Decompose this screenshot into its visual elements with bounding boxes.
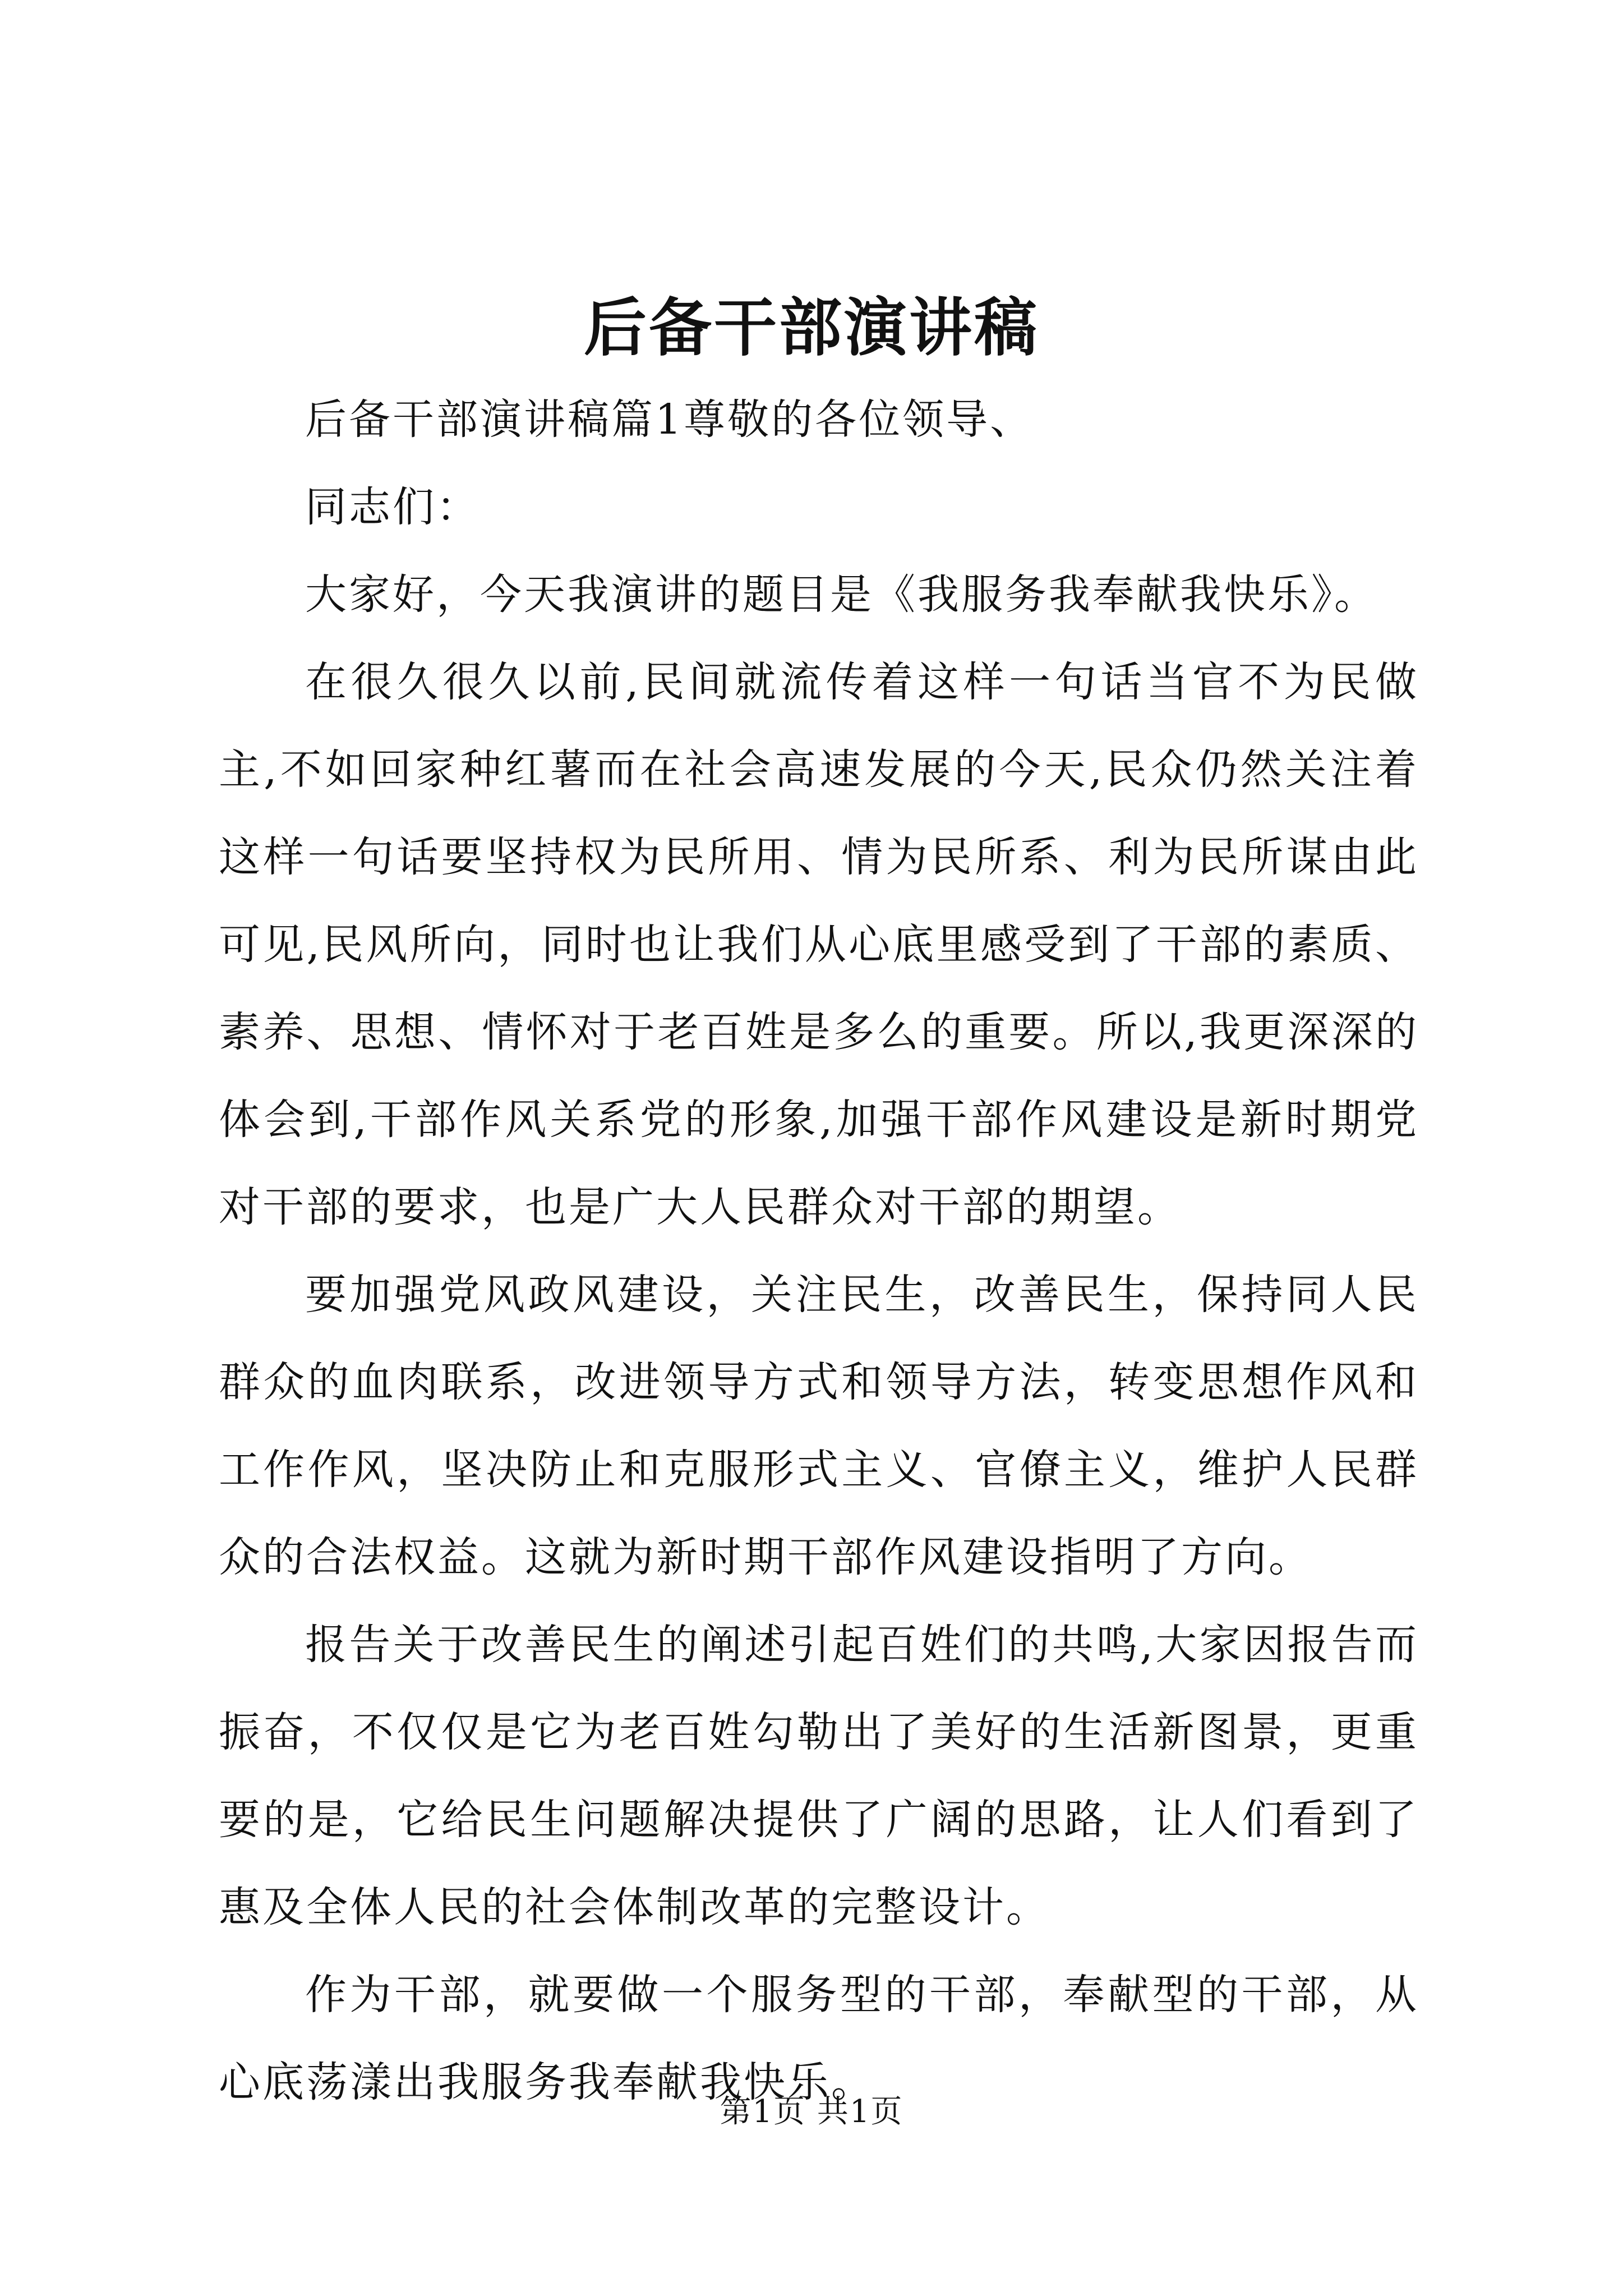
paragraph-body-3: 报告关于改善民生的阐述引起百姓们的共鸣,大家因报告而振奋，不仅仅是它为老百姓勾勒出了美好的生活新图景，更重要的是，它给民生问题解决提供了广阔的思路，让人们看到了惠及全体人民的社会体制改革的完整设计。	[219, 1621, 1419, 1931]
paragraph-body-1: 在很久很久以前,民间就流传着这样一句话当官不为民做主,不如回家种红薯而在社会高速发展的今天,民众仍然关注着这样一句话要坚持权为民所用、情为民所系、利为民所谋由此可见,民风所向，同时也让我们从心底里感受到了干部的素质、素养、思想、情怀对于老百姓是多么的重要。所以,我更深深的体会到,干部作风关系党的形象,加强干部作风建设是新时期党对干部的要求，也是广大人民群众对干部的期望。	[219, 658, 1419, 1231]
paragraph-greeting: 大家好，今天我演讲的题目是《我服务我奉献我快乐》。	[305, 570, 1378, 619]
page-footer: 第1页 共1页	[720, 2093, 903, 2130]
document-title: 后备干部演讲稿	[584, 291, 1039, 365]
paragraph-body-2: 要加强党风政风建设，关注民生，改善民生，保持同人民群众的血肉联系，改进领导方式和领导方法，转变思想作风和工作作风，坚决防止和克服形式主义、官僚主义，维护人民群众的合法权益。这就为新时期干部作风建设指明了方向。	[219, 1271, 1419, 1581]
paragraph-salutation: 后备干部演讲稿篇1尊敬的各位领导、	[305, 395, 1034, 444]
document-body	[219, 376, 1419, 2126]
paragraph-addressee: 同志们：	[305, 483, 480, 531]
paragraph-body-4: 作为干部，就要做一个服务型的干部，奉献型的干部，从心底荡漾出我服务我奉献我快乐。	[219, 1971, 1419, 2106]
